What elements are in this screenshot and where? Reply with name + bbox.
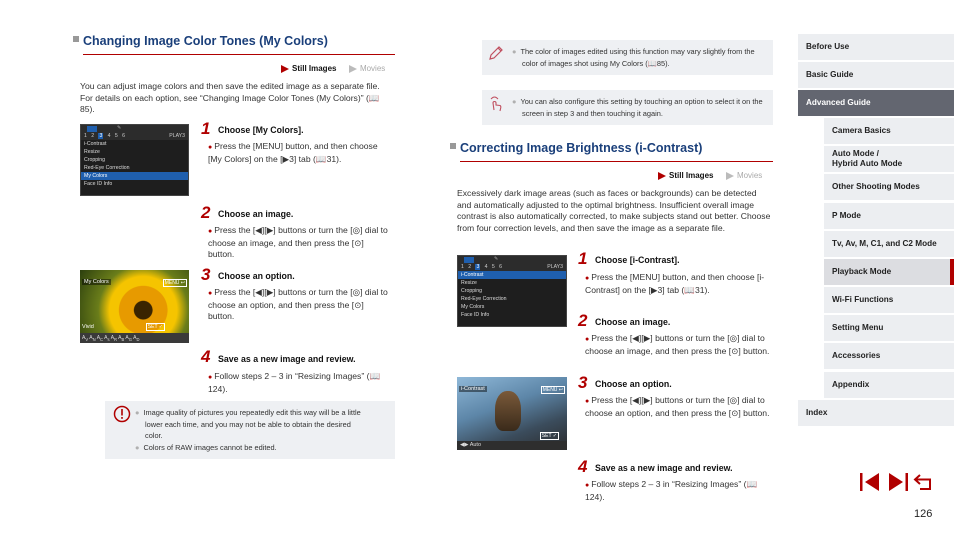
tab-number: 4 [484,264,488,270]
still-images-label: Still Images [292,64,337,73]
step-body [208,287,390,323]
caution-text: Image quality of pictures you repeatedly edit this way will be a little lower each time, and you may not be able to obtain the desired color. [143,408,361,440]
step-body [585,272,771,296]
tab-number: 2 [468,264,472,270]
menu-item: Face ID Info [461,312,490,318]
nav-label: Camera Basics [832,126,891,135]
nav-accessories[interactable] [824,343,954,369]
tab-number-row [458,264,566,271]
step-text: Press the [◀][▶] buttons or turn the [◎] dial to choose an image, and then press the [⊙] button. [208,225,388,260]
photo-label: My Colors [84,279,109,285]
step-text: Press the [MENU] button, and then choose [i-Contrast] on the [▶3] tab (📖31). [585,272,765,295]
tab-number: 5 [491,264,495,270]
caution-note [105,401,395,459]
menu-item: i-Contrast [84,141,107,147]
step-title: Choose an option. [595,379,672,389]
left-photo-screen [80,270,189,343]
left-mode-indicator [281,64,385,73]
step-text: Press the [◀][▶] buttons or turn the [◎] dial to choose an option, and then press the [⊙] button. [585,395,770,418]
left-section-title: Changing Image Color Tones (My Colors) [83,34,328,48]
step-body [208,371,390,395]
step-title: Choose [My Colors]. [218,125,304,135]
touch-icon [487,94,505,114]
step-body [208,141,390,165]
touch-text: You can also configure this setting by touching an option to select it on the screen in step 3 and then touching it again. [520,97,763,118]
nav-camera-basics[interactable] [824,118,954,144]
nav-basic-guide[interactable] [798,62,954,88]
nav-p-mode[interactable] [824,203,954,229]
step-text: Press the [MENU] button, and then choose [My Colors] on the [▶3] tab (📖31). [208,141,378,164]
step-title: Choose an option. [218,271,295,281]
section-marker [450,143,456,149]
tip-text: The color of images edited using this function may vary slightly from the color of images shot using My Colors (📖85). [520,47,755,68]
step-number: 3 [201,265,211,284]
active-indicator [950,259,954,285]
nav-tv-av-m-mode[interactable] [824,231,954,257]
caution-line: ● Image quality of pictures you repeatedly edit this way will be a little lower each time, and you may not be able to obtain the desired color. [135,408,361,440]
bullet-icon: ● [208,290,213,297]
step-title: Choose an image. [595,317,671,327]
bullet-icon: ● [585,398,590,405]
nav-playback-mode[interactable] [824,259,954,285]
menu-item-selected: My Colors [81,172,188,180]
nav-appendix[interactable] [824,372,954,398]
set-badge: SET ✓ [147,324,163,330]
right-menu-screen [457,255,567,327]
still-images-label: Still Images [669,171,714,180]
menu-page-label: PLAY3 [169,133,185,139]
menu-item: Resize [461,280,477,286]
bullet-icon: ● [585,482,590,489]
page-number: 126 [914,508,933,520]
touch-note [482,90,773,125]
step-title: Save as a new image and review. [218,354,356,364]
nav-setting-menu[interactable] [824,315,954,341]
tab-number: 1 [84,133,87,139]
nav-label: Index [806,408,828,417]
next-page-icon[interactable] [887,472,909,492]
nav-label: Other Shooting Modes [832,182,920,191]
nav-index[interactable] [798,400,954,426]
nav-wifi-functions[interactable] [824,287,954,313]
bullet-icon: ● [208,228,213,235]
right-photo-screen [457,377,567,450]
step-text: Press the [◀][▶] buttons or turn the [◎] dial to choose an option, and then press the [⊙] button. [208,287,388,322]
menu-item: Cropping [461,288,483,294]
menu-item: Resize [84,149,100,155]
tab-number: 4 [107,133,111,139]
menu-item: Red-Eye Correction [461,296,507,302]
nav-label: Basic Guide [806,70,854,79]
nav-other-shooting-modes[interactable] [824,174,954,200]
tab-number: 5 [114,133,118,139]
tab-number: 3 [476,264,480,270]
tab-number: 6 [499,264,502,270]
tab-number: 1 [461,264,464,270]
step-title: Save as a new image and review. [595,463,733,473]
movies-label: Movies [359,64,386,73]
tip-note [482,40,773,75]
right-intro: Excessively dark image areas (such as faces or backgrounds) can be detected and automatically adjusted to the optimal brightness. Insufficient overall image contrast is also automatically corrected, to make subjects stand out better. Choose from four correction levels, and then save the image as a separate file. [457,188,771,233]
still-images-arrow-icon [658,172,666,180]
menu-item: My Colors [461,304,485,310]
chapter-nav [798,0,954,537]
menu-item: Cropping [84,157,106,163]
photo-value: Vivid [82,324,94,330]
right-mode-indicator [658,171,762,180]
photo-label: i-Contrast [461,386,485,392]
nav-label: Tv, Av, M, C1, and C2 Mode [832,239,937,248]
step-title: Choose [i-Contrast]. [595,255,680,265]
bullet-icon: ● [585,275,590,282]
step-text: Follow steps 2 – 3 in “Resizing Images” (📖124). [208,371,381,394]
bullet-icon: ● [208,144,213,151]
right-section-title: Correcting Image Brightness (i-Contrast) [460,141,703,155]
nav-label: Playback Mode [832,267,892,276]
still-images-arrow-icon [281,65,289,73]
nav-label: Advanced Guide [806,98,871,107]
wrench-tab-icon: ✎ [494,256,499,262]
option-strip: $A_V$ $A_N$ $A_C$ $A_s$ $A_R$ $A_B$ $A_G$ $A_D$ [80,333,189,343]
caution-icon [113,405,131,423]
movies-arrow-icon [726,172,734,180]
tab-number-row [81,133,188,140]
tab-number: 6 [122,133,125,139]
step-number: 1 [201,119,211,138]
caution-text: Colors of RAW images cannot be edited. [143,443,277,452]
return-icon[interactable] [912,472,934,492]
photo-subject [495,391,521,431]
step-body [585,395,771,419]
step-number: 2 [201,203,211,222]
step-number: 1 [578,249,588,268]
movies-label: Movies [736,171,763,180]
nav-before-use[interactable] [798,34,954,60]
left-intro: You can adjust image colors and then save the edited image as a separate file. For details on each option, see “Changing Image Color Tones (My Colors)” (📖85). [80,81,380,114]
movies-arrow-icon [349,65,357,73]
nav-label: Auto Mode / Hybrid Auto Mode [832,149,903,168]
step-title: Choose an image. [218,209,294,219]
step-body [585,479,771,503]
nav-label: Accessories [832,351,881,360]
right-section-header [460,141,773,162]
nav-auto-mode[interactable] [824,146,954,172]
bullet-icon: ● [585,336,590,343]
menu-item-selected: i-Contrast [458,271,566,279]
wrench-tab-icon: ✎ [117,125,122,131]
nav-label: P Mode [832,211,861,220]
nav-advanced-guide[interactable] [798,90,954,116]
nav-label: Wi-Fi Functions [832,295,894,304]
menu-back-badge: MENU ↩ [164,280,185,286]
step-body [585,333,771,357]
play-tab-icon [464,257,474,263]
tip-line: ● The color of images edited using this function may vary slightly from the color of images shot using My Colors (📖85). [512,47,755,68]
nav-label: Before Use [806,42,850,51]
menu-item: Face ID Info [84,181,113,187]
tab-number: 3 [99,133,103,139]
left-section-header [83,34,395,55]
menu-back-badge: MENU ↩ [542,387,563,393]
pencil-icon [487,44,505,62]
menu-item: Red-Eye Correction [84,165,130,171]
touch-line: ● You can also configure this setting by touching an option to select it on the screen in step 3 and then touching it again. [512,97,763,118]
caution-line: ● Colors of RAW images cannot be edited. [135,443,277,452]
step-number: 4 [578,457,588,476]
step-text: Follow steps 2 – 3 in “Resizing Images” (📖124). [585,479,758,502]
step-text: Press the [◀][▶] buttons or turn the [◎] dial to choose an image, and then press the [⊙] button. [585,333,770,356]
prev-page-icon[interactable] [859,472,881,492]
option-strip: ◀▶ Auto [457,441,567,450]
set-badge: SET ✓ [541,433,557,439]
step-body [208,225,390,261]
step-number: 2 [578,311,588,330]
step-number: 4 [201,347,211,366]
nav-label: Appendix [832,380,870,389]
section-marker [73,36,79,42]
bullet-icon: ● [208,374,213,381]
play-tab-icon [87,126,97,132]
left-menu-screen [80,124,189,196]
nav-label: Setting Menu [832,323,884,332]
step-number: 3 [578,373,588,392]
photo-value: Auto [469,442,482,448]
menu-page-label: PLAY3 [547,264,563,270]
tab-number: 2 [91,133,95,139]
